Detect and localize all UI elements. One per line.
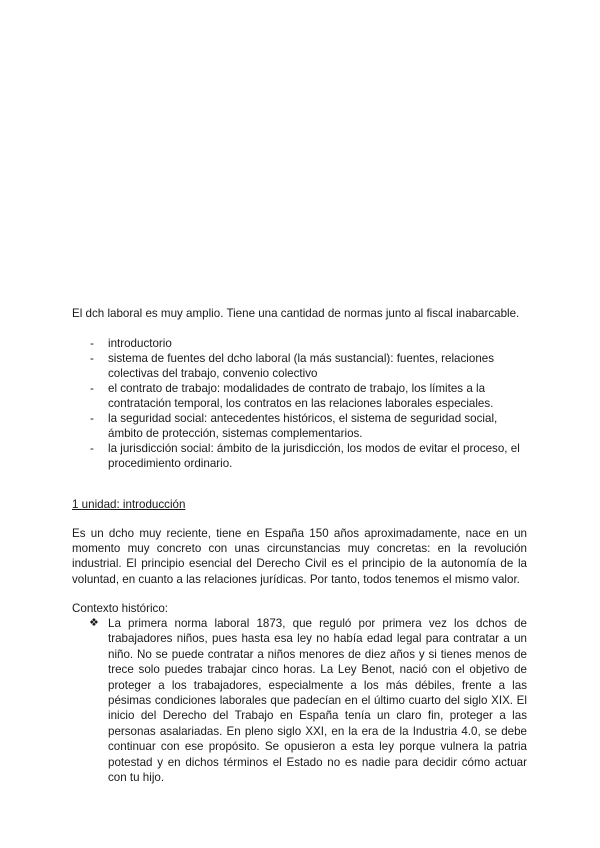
intro-paragraph: El dch laboral es muy amplio. Tiene una cantidad de normas junto al fiscal inabarcable. <box>72 307 520 320</box>
list-item <box>72 351 532 381</box>
dash-marker: - <box>90 442 94 455</box>
list-item-text: introductorio <box>108 337 172 350</box>
list-item-text: el contrato de trabajo: modalidades de contrato de trabajo, los límites a la contratación temporal, los contratos en las relaciones laborales especiales. <box>108 382 494 410</box>
body-paragraph: Es un dcho muy reciente, tiene en España 150 años aproximadamente, nace en un momento muy concreto con unas circunstancias muy concretas: en la revolución industrial. El principio esencial del Derecho Civil es el principio de la autonomía de la voluntad, en cuanto a las relaciones jurídicas. Por tanto, todos tenemos el mismo valor. <box>72 527 527 586</box>
diamond-bullet-icon: ❖ <box>89 617 99 629</box>
list-item <box>72 336 532 351</box>
dash-marker: - <box>90 337 94 350</box>
context-label: Contexto histórico: <box>72 602 169 615</box>
bullet-text: La primera norma laboral 1873, que reguló por primera vez los dchos de trabajadores niños, pues hasta esa ley no había edad legal para contratar a un niño. No se puede contratar a niños menores de diez años y si tienes menos de trece solo puedes trabajar cinco horas. La Ley Benot, nació con el objetivo de proteger a los trabajadores, especialmente a los más débiles, frente a las pésimas condiciones laborales que padecían en el último cuarto del siglo XIX. El inicio del Derecho del Trabajo en España tenía un claro fin, proteger a las personas asalariadas. En pleno siglo XXI, en la era de la Industria 4.0, se debe continuar con ese propósito. Se opusieron a esta ley porque vulnera la patria potestad y en dichos términos el Estado no es nadie para decidir cómo actuar con tu hijo. <box>108 617 527 785</box>
topics-list <box>72 336 532 471</box>
bullet-item <box>72 616 527 785</box>
list-item <box>72 441 532 471</box>
dash-marker: - <box>90 412 94 425</box>
list-item-text: sistema de fuentes del dcho laboral (la más sustancial): fuentes, relaciones colectivas del trabajo, convenio colectivo <box>108 352 495 380</box>
list-item <box>72 381 532 411</box>
section-title: 1 unidad: introducción <box>72 498 186 511</box>
dash-marker: - <box>90 352 94 365</box>
list-item <box>72 411 532 441</box>
dash-marker: - <box>90 382 94 395</box>
list-item-text: la jurisdicción social: ámbito de la jurisdicción, los modos de evitar el proceso, el procedimiento ordinario. <box>108 442 520 470</box>
list-item-text: la seguridad social: antecedentes históricos, el sistema de seguridad social, ámbito de protección, sistemas complementarios. <box>108 412 498 440</box>
